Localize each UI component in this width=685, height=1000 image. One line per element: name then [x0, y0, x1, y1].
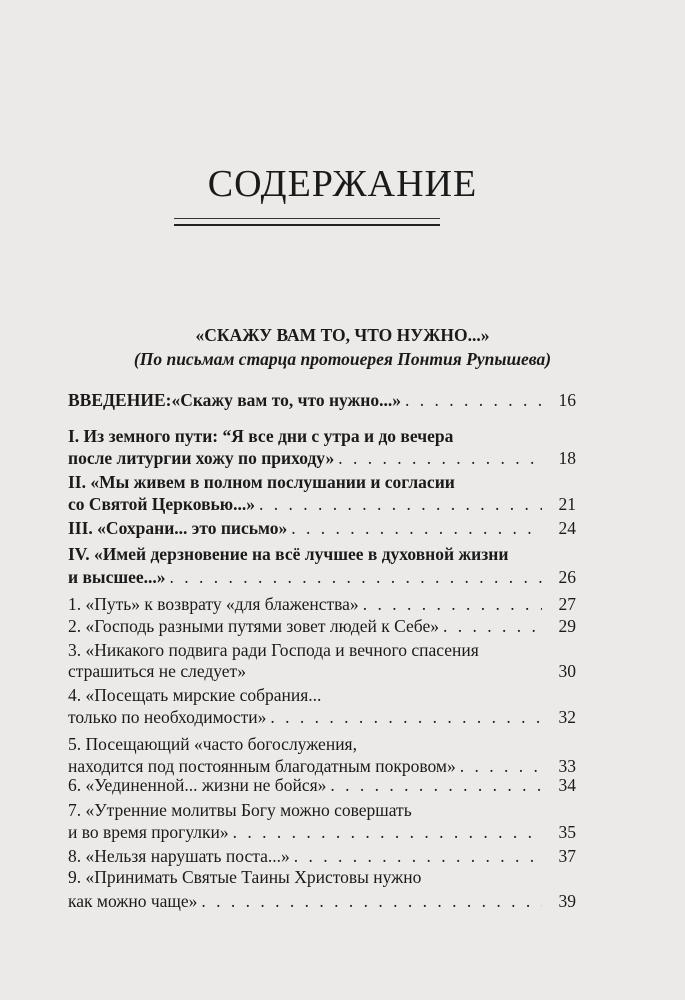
toc-entry-chapter-3: III. «Сохрани... это письмо» . . .: [68, 518, 546, 539]
toc-page-number: 21: [558, 494, 576, 514]
toc-entry-chapter-1: после литургии хожу по приходу» . . .: [68, 448, 546, 469]
toc-entry-subsection-9: как можно чаще» . . .: [68, 891, 546, 912]
toc-page-number: 35: [558, 822, 576, 842]
toc-entry-subsection-4: только по необходимости» . . .: [68, 707, 546, 728]
toc-page-number: 18: [558, 448, 576, 468]
toc-page-number: 34: [558, 775, 576, 795]
toc-page-number: 30: [558, 661, 576, 681]
toc-entry-subsection-8: 8. «Нельзя нарушать поста...» . . .: [68, 846, 546, 867]
toc-entry-chapter-1-line-1: I. Из земного пути: “Я все дни с утра и до вечера: [68, 426, 454, 446]
section-title: «СКАЖУ ВАМ ТО, ЧТО НУЖНО...»: [195, 325, 490, 345]
toc-page-number: 29: [558, 616, 576, 636]
toc-entry-subsection-4-line-1: 4. «Посещать мирские собрания...: [68, 685, 322, 705]
section-subtitle: (По письмам старца протоиерея Понтия Рупышева): [133, 349, 552, 369]
toc-entry-subsection-2: 2. «Господь разными путями зовет людей к Себе» . . .: [68, 616, 546, 637]
toc-entry-chapter-2-line-1: II. «Мы живем в полном послушании и согласии: [68, 472, 455, 492]
toc-entry-subsection-6: 6. «Уединенной... жизни не бойся» . . .: [68, 775, 546, 796]
toc-page-number: 32: [558, 707, 576, 727]
title-double-rule: [174, 218, 440, 226]
toc-entry-subsection-7-line-1: 7. «Утренние молитвы Богу можно совершать: [68, 800, 412, 820]
toc-page-number: 16: [558, 390, 576, 410]
toc-page-number: 37: [558, 846, 576, 866]
toc-entry-subsection-5: находится под постоянным благодатным покровом» . . .: [68, 756, 546, 777]
toc-entry-introduction: ВВЕДЕНИЕ:«Скажу вам то, что нужно...» . . .: [68, 390, 546, 411]
toc-entry-chapter-4: и высшее...» . . .: [68, 567, 546, 588]
page-title: СОДЕРЖАНИЕ: [207, 163, 478, 205]
toc-page-number: 39: [558, 891, 576, 911]
toc-entry-subsection-1: 1. «Путь» к возврату «для блаженства» . . .: [68, 594, 546, 615]
toc-entry-subsection-9-line-1: 9. «Принимать Святые Таины Христовы нужно: [68, 867, 422, 887]
toc-entry-chapter-4-line-1: IV. «Имей дерзновение на всё лучшее в духовной жизни: [68, 544, 509, 564]
toc-page-number: 24: [558, 518, 576, 538]
toc-page-number: 27: [558, 594, 576, 614]
toc-entry-chapter-2: со Святой Церковью...» . . .: [68, 494, 546, 515]
toc-entry-subsection-3-line-1: 3. «Никакого подвига ради Господа и вечного спасения: [68, 640, 479, 660]
toc-entry-subsection-3: страшиться не следует»: [68, 661, 246, 681]
toc-entry-subsection-5-line-1: 5. Посещающий «часто богослужения,: [68, 734, 357, 754]
toc-page-number: 26: [558, 567, 576, 587]
toc-page-number: 33: [558, 756, 576, 776]
toc-entry-subsection-7: и во время прогулки» . . .: [68, 822, 546, 843]
